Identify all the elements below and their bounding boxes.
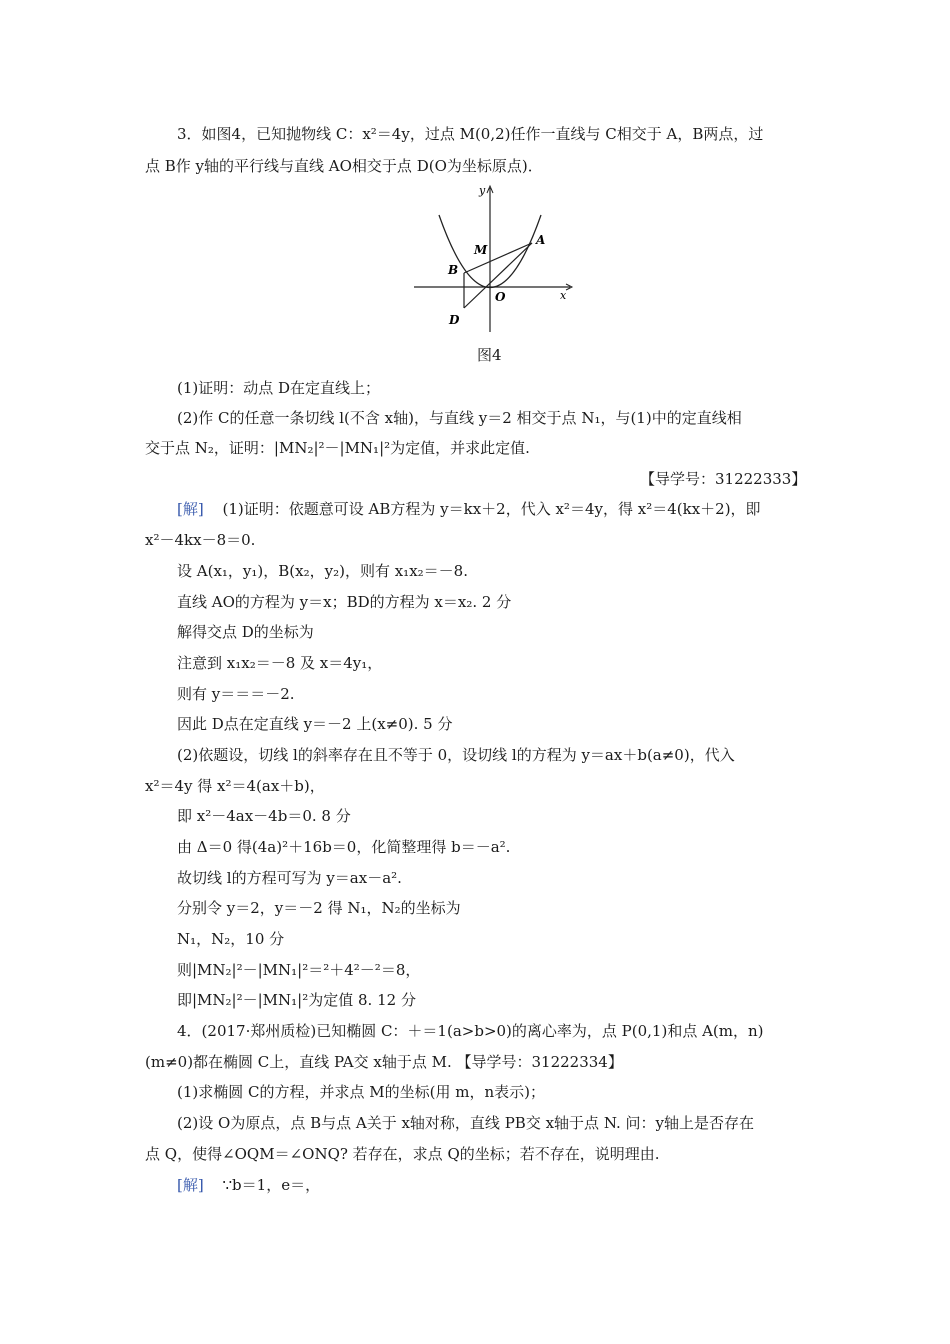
solution-line bbox=[177, 499, 761, 519]
solution-line bbox=[177, 1175, 320, 1195]
label-y: y bbox=[479, 184, 486, 197]
solution-line: 分别令 y＝2，y＝－2 得 N₁，N₂的坐标为 bbox=[177, 899, 461, 917]
solution-line: 则有 y＝＝＝－2. bbox=[177, 685, 295, 703]
solution-line: 即|MN₂|²－|MN₁|²为定值 8. 12 分 bbox=[177, 991, 416, 1009]
solution-line: (2)依题设，切线 l的斜率存在且不等于 0，设切线 l的方程为 y＝ax＋b(a≠0)，代入 bbox=[177, 746, 735, 764]
label-b: B bbox=[448, 263, 459, 277]
problem-4-question-1: (1)求椭圆 C的方程，并求点 M的坐标(用 m，n表示)； bbox=[177, 1083, 545, 1101]
problem-3-question-2-line-1: (2)作 C的任意一条切线 l(不含 x轴)，与直线 y＝2 相交于点 N₁，与(1)中的定直线相 bbox=[177, 409, 742, 427]
problem-3-line-1: 3．如图4，已知抛物线 C：x²＝4y，过点 M(0,2)任作一直线与 C相交于 A，B两点，过 bbox=[177, 125, 764, 143]
problem-3-question-2-line-2: 交于点 N₂，证明：|MN₂|²－|MN₁|²为定值，并求此定值. bbox=[145, 439, 530, 457]
solution-line: 则|MN₂|²－|MN₁|²＝²＋4²－²＝8， bbox=[177, 961, 421, 979]
problem-4-question-2-line-2: 点 Q，使得∠OQM＝∠ONQ? 若存在，求点 Q的坐标；若不存在，说明理由. bbox=[145, 1145, 660, 1163]
solution-line: 直线 AO的方程为 y＝x；BD的方程为 x＝x₂. 2 分 bbox=[177, 593, 512, 611]
problem-3-line-2: 点 B作 y轴的平行线与直线 AO相交于点 D(O为坐标原点)． bbox=[145, 157, 543, 175]
solution-tag: [解] bbox=[177, 500, 204, 518]
solution-text: (1)证明：依题意可设 AB方程为 y＝kx＋2，代入 x²＝4y，得 x²＝4(kx＋2)，即 bbox=[222, 500, 761, 518]
problem-4-question-2-line-1: (2)设 O为原点，点 B与点 A关于 x轴对称，直线 PB交 x轴于点 N. 问：y轴上是否存在 bbox=[177, 1114, 754, 1132]
label-m: M bbox=[474, 243, 488, 257]
solution-line: x²＝4y 得 x²＝4(ax＋b)， bbox=[145, 777, 325, 795]
solution-line: 故切线 l的方程可写为 y＝ax－a². bbox=[177, 869, 402, 887]
solution-line: 由 Δ＝0 得(4a)²＋16b＝0，化简整理得 b＝－a². bbox=[177, 838, 511, 856]
label-a: A bbox=[536, 233, 546, 247]
problem-4-line-1: 4．(2017·郑州质检)已知椭圆 C：＋＝1(a>b>0)的离心率为，点 P(0,1)和点 A(m，n) bbox=[177, 1022, 764, 1040]
label-x: x bbox=[560, 289, 567, 302]
guide-number: 【导学号：31222333】 bbox=[640, 470, 807, 488]
solution-line: 因此 D点在定直线 y＝－2 上(x≠0). 5 分 bbox=[177, 715, 453, 733]
solution-line: 解得交点 D的坐标为 bbox=[177, 623, 314, 641]
label-o: O bbox=[495, 290, 506, 304]
problem-4-line-2: (m≠0)都在椭圆 C上，直线 PA交 x轴于点 M. 【导学号：31222334】 bbox=[145, 1053, 623, 1071]
solution-line: 注意到 x₁x₂＝－8 及 x＝4y₁， bbox=[177, 654, 383, 672]
solution-line: N₁，N₂，10 分 bbox=[177, 930, 285, 948]
solution-line: x²－4kx－8＝0. bbox=[145, 531, 256, 549]
solution-line: 设 A(x₁，y₁)，B(x₂，y₂)，则有 x₁x₂＝－8. bbox=[177, 562, 468, 580]
solution-tag: [解] bbox=[177, 1176, 204, 1194]
problem-3-question-1: (1)证明：动点 D在定直线上； bbox=[177, 379, 381, 397]
label-d: D bbox=[449, 313, 460, 327]
parabola-figure bbox=[408, 180, 578, 340]
solution-line: 即 x²－4ax－4b＝0. 8 分 bbox=[177, 807, 351, 825]
figure-caption: 图4 bbox=[477, 346, 502, 364]
solution-text: ∵b＝1，e＝， bbox=[222, 1176, 321, 1194]
